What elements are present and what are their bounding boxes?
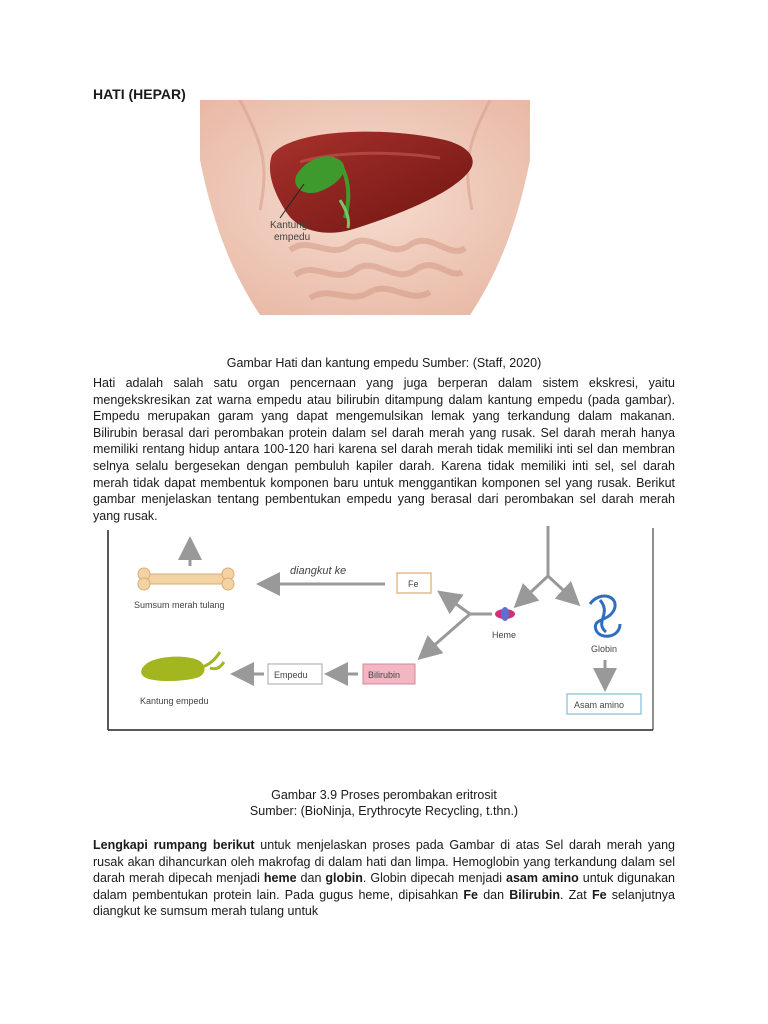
answer-amino-acid: asam amino (506, 871, 579, 886)
gallbladder-node: Kantung empedu (140, 696, 209, 706)
heme-node: Heme (492, 630, 517, 640)
gallbladder-icon (141, 652, 224, 681)
gallbladder-label-line1: Kantung (270, 220, 308, 231)
globin-icon (590, 596, 620, 636)
bone-icon (138, 568, 234, 590)
bone-label: Sumsum merah tulang (134, 600, 225, 610)
text-run: untuk menjelaskan proses pada Gambar di atas Sel darah merah yang rusak akan dihancurkan oleh makrofag di dalam hati dan limpa. Hemoglobin yang terkandung dalam sel darah merah dipecah menjadi (93, 838, 675, 886)
figure2-caption-line1: Gambar 3.9 Proses perombakan eritrosit (271, 788, 497, 802)
figure2-caption-line2: Sumber: (BioNinja, Erythrocyte Recycling, t.thn.) (249, 804, 519, 818)
text-run: . Globin dipecah menjadi (362, 871, 506, 886)
amino-acid-node: Asam amino (574, 700, 625, 710)
bilirubin-node: Bilirubin (368, 670, 401, 680)
text-run: . Zat (559, 887, 592, 902)
globin-node: Globin (591, 644, 618, 654)
answer-fe-2: Fe (591, 887, 607, 902)
erythrocyte-recycling-diagram (100, 518, 660, 738)
text-run: untuk digunakan dalam pembentukan protein lain. Pada gugus heme, dipisahkan (93, 871, 675, 902)
page-title: HATI (HEPAR) (93, 86, 186, 102)
gallbladder-label-line2: empedu (274, 232, 311, 243)
intro-paragraph: Hati adalah salah satu organ pencernaan yang juga berperan dalam sistem ekskresi, yaitu mengekskresikan zat warna empedu atau bilirubin ditampung dalam kantung empedu (pada gambar). Empedu merupakan garam yang dapat mengemulsikan lemak yang terkandung dalam makanan. Bilirubin berasal dari perombakan protein dalam sel darah merah yang rusak. Sel darah merah hanya memiliki rentang hidup antara 100-120 hari karena sel darah merah tidak memiliki inti sel dan membran selnya selalu bergesekan dengan pembuluh kapiler darah. Karena tidak memiliki inti sel, sel darah merah tidak dapat membentuk komponen baru untuk menggantikan komponen sel yang rusak. Berikut gambar menjelaskan tentang pembentukan empedu yang berasal dari perombakan sel darah merah yang rusak. (93, 376, 675, 523)
answer-heme: heme (263, 871, 297, 886)
instruction-text: Lengkapi rumpang berikut (93, 838, 255, 852)
liver-gallbladder-illustration (200, 100, 530, 315)
fe-node: Fe (408, 579, 419, 589)
text-run: dan (296, 871, 326, 886)
answer-fe: Fe (463, 887, 478, 902)
transport-arrow-label: diangkut ke (290, 565, 347, 577)
text-run: selanjutnya diangkut ke sumsum merah tulang untuk (93, 887, 675, 919)
figure1-caption: Gambar Hati dan kantung empedu Sumber: (Staff, 2020) (226, 356, 542, 370)
answer-globin: globin (325, 871, 363, 886)
text-run: dan (478, 887, 510, 902)
exercise-paragraph (93, 837, 675, 920)
answer-bilirubin: Bilirubin (509, 887, 560, 902)
empedu-node: Empedu (274, 670, 308, 680)
